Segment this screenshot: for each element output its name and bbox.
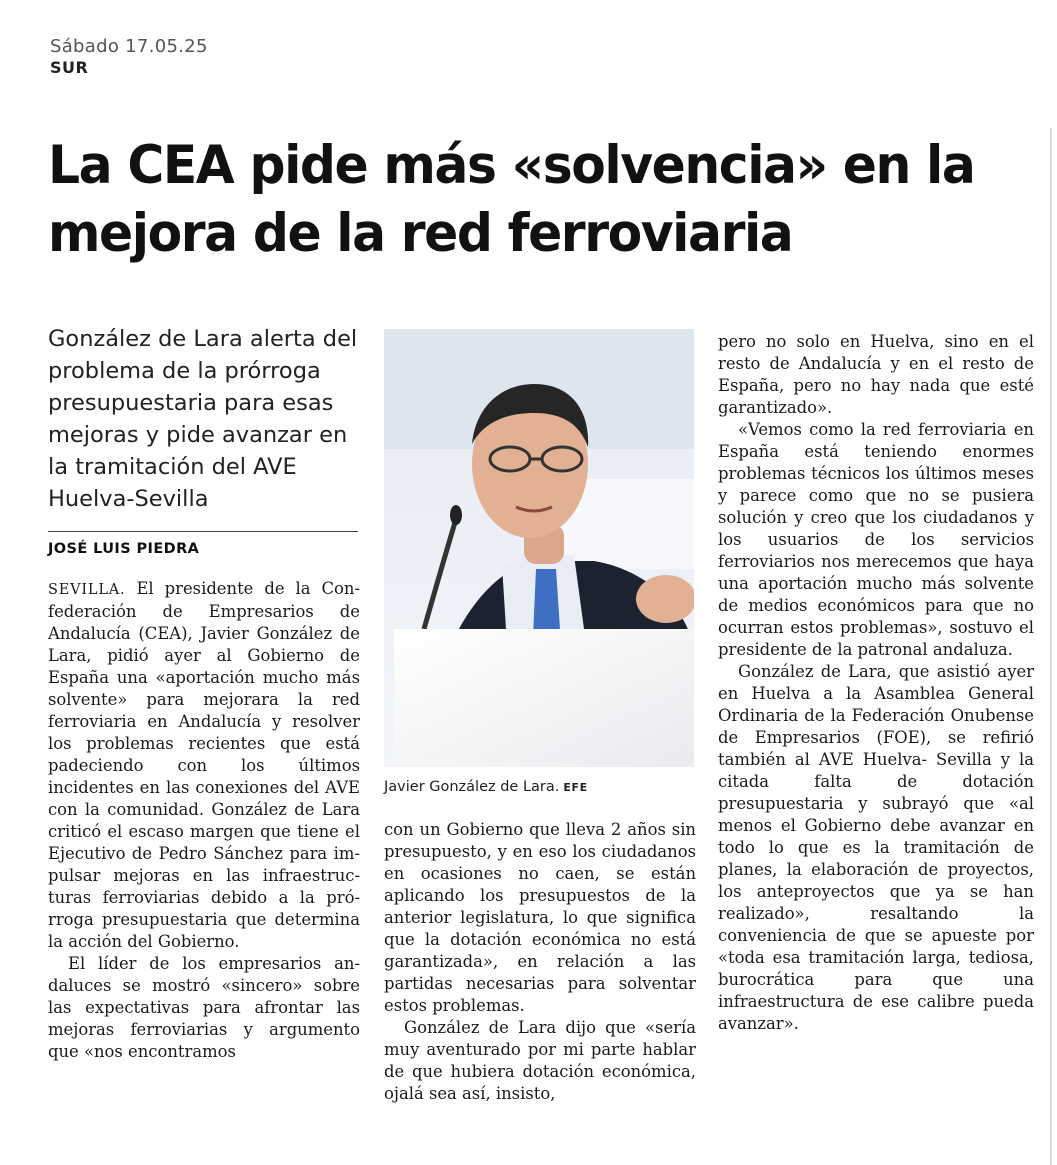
photo-credit: EFE [563, 781, 588, 794]
body-paragraph: González de Lara dijo que «sería muy aventurado por mi parte hablar de que hubiera dotación económica, ojalá sea así, insisto, [384, 1018, 696, 1103]
photo-caption [384, 779, 588, 795]
body-paragraph: con un Gobierno que lleva 2 años sin presupuesto, y en eso los ciudadanos en ocasiones no caen, se están aplicando los presupuestos de la anterior legislatura, lo que significa que la dotación económica no está garantizada», en relación a las partidas necesarias para solventar estos problemas. [384, 820, 696, 1015]
photo-portrait [384, 329, 694, 767]
body-paragraph: pero no solo en Huelva, sino en el resto de Andalucía y en el resto de España, pero no hay nada que esté garantizado». [718, 332, 1034, 417]
byline: JOSÉ LUIS PIEDRA [48, 541, 200, 557]
body-paragraph [48, 578, 360, 953]
page-edge-rule [1050, 128, 1052, 1165]
newspaper-name: SUR [50, 58, 89, 77]
body-paragraph: «Vemos como la red ferroviaria en España está teniendo enormes problemas técnicos los últimos meses y parece como que no se pusiera solución y creo que los ciudadanos y los usuarios de los servicios ferroviarios nos merecemos que haya una aportación mucho más solvente de medios económicos para que no ocurran estos problemas», sostuvo el presidente de la patronal andaluza. [718, 420, 1034, 659]
body-column-1 [48, 578, 360, 1063]
body-paragraph: González de Lara, que asistió ayer en Huelva a la Asamblea General Ordinaria de la Federación Onubense de Empresarios (FOE), se refirió también al AVE Huelva- Sevilla y la citada falta de dotación presupuestaria y subrayó que «al menos el Gobierno debe avanzar en todo lo que es la tramitación de planes, la elaboración de proyectos, los anteproyectos que ya se han realizado», resaltando la conveniencia de que se apueste por «toda esa tramitación larga, tediosa, burocrática para que una infraestructura de ese calibre pueda avanzar». [718, 662, 1034, 1033]
article-photo [384, 329, 694, 767]
byline-divider [48, 531, 358, 532]
dateline-city: SEVILLA. [48, 582, 126, 598]
subheadline: González de Lara alerta del problema de la prórroga presupuestaria para esas mejoras y pide avanzar en la tramitación del AVE Huelva-Sevilla [48, 326, 358, 512]
headline: La CEA pide más «solvencia» en la mejora de la red ferroviaria [48, 135, 975, 264]
body-text: El presidente de la Confederación de Empresarios de Andalucía (CEA), Javier González de Lara, pidió ayer al Gobierno de España una «aportación mucho más solvente» para mejorara la red ferroviaria en Andalucía y resolver los problemas recientes que está padeciendo con los últimos incidentes en las conexiones del AVE con la comunidad. González de Lara criticó el escaso margen que tiene el Ejecutivo de Pedro Sánchez para impulsar mejoras en las infraestructuras ferroviarias debido a la prórroga presupuestaria que determina la acción del Gobierno. [48, 579, 360, 951]
publication-date: Sábado 17.05.25 [50, 36, 208, 57]
body-paragraph: El líder de los empresarios andaluces se mostró «sincero» sobre las expectativas para afrontar las mejoras ferroviarias y argumento que «nos encontramos [48, 954, 360, 1061]
body-column-3 [718, 331, 1034, 1035]
body-column-2 [384, 819, 696, 1105]
caption-text: Javier González de Lara. [384, 779, 560, 795]
